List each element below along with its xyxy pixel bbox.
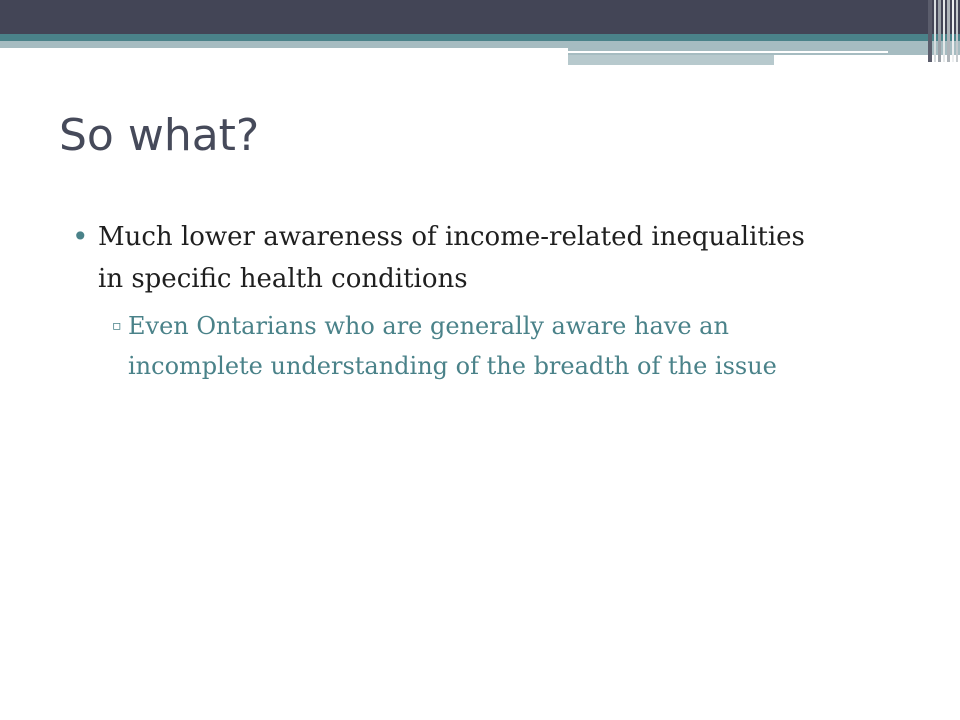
bullet-marker: • <box>72 220 89 253</box>
decorative-stripe <box>947 0 950 62</box>
header-bar-light-step <box>568 55 774 65</box>
decorative-stripe <box>934 0 936 62</box>
header-highlight-line-short <box>774 58 888 60</box>
decorative-stripe <box>956 0 958 62</box>
sub-bullet-marker: ▫ <box>112 318 122 334</box>
bullet-text: Much lower awareness of income-related inequalities in specific health conditions <box>98 222 805 294</box>
decorative-stripe <box>943 0 945 62</box>
decorative-stripe <box>938 0 941 62</box>
sub-bullet-text: Even Ontarians who are generally aware have an incomplete understanding of the breadth of the issue <box>128 312 777 380</box>
decorative-stripe <box>928 0 932 62</box>
slide-title: So what? <box>59 110 260 161</box>
header-bar-light <box>0 41 960 48</box>
header-bar-dark <box>0 0 960 34</box>
decorative-stripe <box>952 0 954 62</box>
header-bar-teal <box>0 34 960 41</box>
header-highlight-line <box>568 51 888 53</box>
